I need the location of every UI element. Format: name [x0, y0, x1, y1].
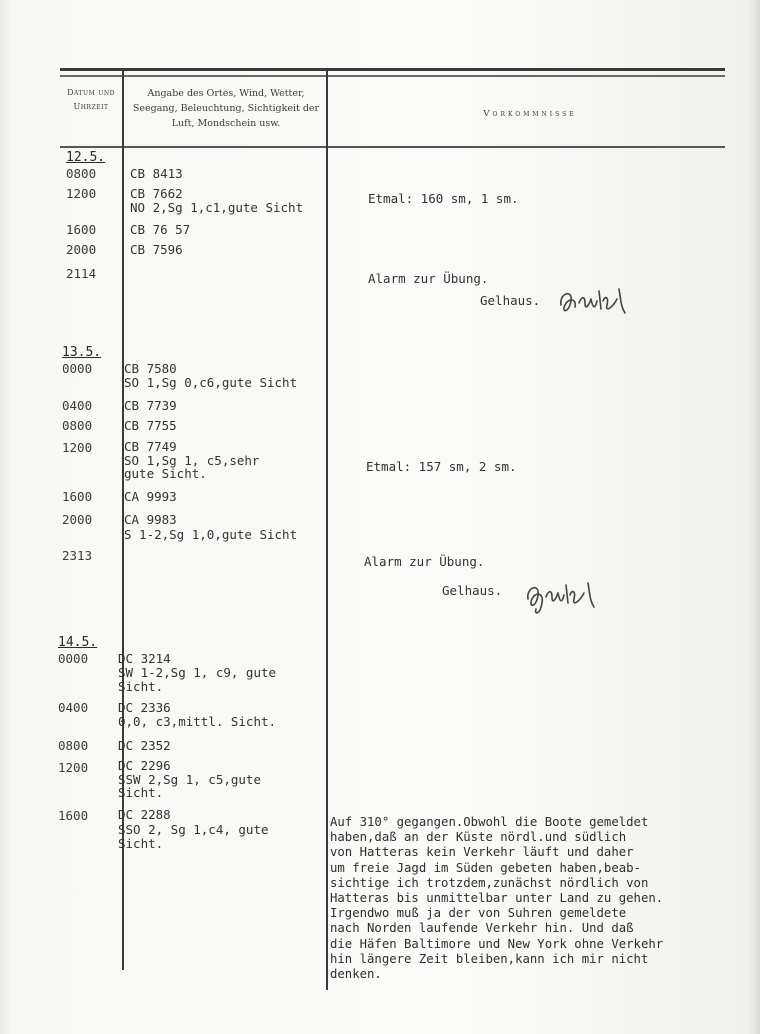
day-date-13-5: 13.5. [62, 345, 102, 360]
day-date-12-5: 12.5. [66, 150, 106, 165]
signed-name-13-5: Gelhaus. [442, 583, 503, 598]
log-position: DC 2352 [118, 738, 171, 753]
log-position: CB 7596 [130, 242, 183, 257]
log-time: 0800 [58, 738, 89, 753]
log-weather: SO 1,Sg 0,c6,gute Sicht [124, 375, 298, 390]
scan-edge [746, 0, 760, 1034]
column-divider-2 [326, 70, 328, 990]
log-time: 0800 [66, 166, 97, 181]
log-position: CB 7749 [124, 439, 177, 454]
log-weather: gute Sicht. [124, 466, 207, 481]
alarm-entry-13-5: Alarm zur Übung. [364, 554, 485, 569]
header-location-weather: Angabe des Ortes, Wind, Wetter, Seegang, Beleuchtung, Sichtigkeit der Luft, Mondschein usw. [132, 88, 320, 129]
header-rule-second [60, 75, 725, 77]
signature-icon [555, 283, 635, 323]
log-time: 0800 [62, 418, 93, 433]
log-position: DC 3214 [118, 651, 171, 666]
log-position: CB 8413 [130, 166, 183, 181]
log-position: CB 76 57 [130, 222, 191, 237]
etmal-entry-13-5: Etmal: 157 sm, 2 sm. [366, 459, 517, 474]
log-time: 1600 [66, 222, 97, 237]
log-time: 0400 [58, 700, 89, 715]
log-weather: NO 2,Sg 1,c1,gute Sicht [130, 200, 304, 215]
narrative-line: Irgendwo muß ja der von Suhren gemeldete [330, 906, 627, 921]
narrative-line: nach Norden laufende Verkehr hin. Und daß [330, 921, 634, 936]
log-position: CA 9983 [124, 512, 177, 527]
narrative-line: um freie Jagd im Süden gebeten haben,beab- [330, 860, 641, 875]
narrative-line: sichtige ich trotzdem,zunächst nördlich von [330, 875, 649, 890]
log-weather: SSW 2,Sg 1, c5,gute [118, 772, 261, 787]
log-time: 1600 [62, 489, 93, 504]
log-weather: SO 1,Sg 1, c5,sehr [124, 453, 260, 468]
log-time: 0000 [62, 361, 93, 376]
narrative-line: denken. [330, 967, 382, 982]
log-position: CB 7739 [124, 398, 177, 413]
log-time: 1200 [58, 760, 89, 775]
narrative-line: hin längere Zeit bleiben,kann ich mir nicht [330, 951, 649, 966]
log-weather: Sicht. [118, 836, 164, 851]
log-time: 1200 [66, 186, 97, 201]
log-weather: SW 1-2,Sg 1, c9, gute [118, 665, 277, 680]
header-rule-bottom [60, 146, 725, 148]
log-time: 1600 [58, 808, 89, 823]
log-weather: Sicht. [118, 679, 164, 694]
narrative-line: Hatteras bis unmittelbar unter Land zu gehen. [330, 891, 664, 906]
narrative-line: haben,daß an der Küste nördl.und südlich [330, 830, 627, 845]
header-date-time: Datum und Uhrzeit [67, 88, 115, 111]
log-weather: 0,0, c3,mittl. Sicht. [118, 714, 277, 729]
log-time: 2000 [62, 512, 93, 527]
log-position: CB 7580 [124, 361, 177, 376]
narrative-line: von Hatteras kein Verkehr läuft und daher [330, 845, 634, 860]
narrative-line: die Häfen Baltimore und New York ohne Verkehr [330, 936, 664, 951]
header-rule-top [60, 68, 725, 71]
narrative-entry-14-5 [330, 815, 730, 982]
log-position: DC 2296 [118, 758, 171, 773]
alarm-entry-12-5: Alarm zur Übung. [368, 271, 489, 286]
day-date-14-5: 14.5. [58, 635, 98, 650]
log-weather: SSO 2, Sg 1,c4, gute [118, 822, 269, 837]
log-position: DC 2288 [118, 807, 171, 822]
log-position: CB 7755 [124, 418, 177, 433]
signed-name-12-5: Gelhaus. [480, 293, 541, 308]
log-time: 2114 [66, 266, 97, 281]
log-time: 1200 [62, 440, 93, 455]
etmal-entry-12-5: Etmal: 160 sm, 1 sm. [368, 191, 519, 206]
log-position: CA 9993 [124, 489, 177, 504]
log-position: DC 2336 [118, 700, 171, 715]
log-time: 0400 [62, 398, 93, 413]
log-weather: S 1-2,Sg 1,0,gute Sicht [124, 527, 298, 542]
log-weather: Sicht. [118, 785, 164, 800]
narrative-line: Auf 310° gegangen.Obwohl die Boote gemeldet [330, 815, 649, 829]
log-time: 2000 [66, 242, 97, 257]
header-events: Vorkommnisse [483, 109, 577, 119]
signature-icon [522, 575, 606, 621]
log-time: 2313 [62, 548, 93, 563]
log-time: 0000 [58, 651, 89, 666]
log-position: CB 7662 [130, 186, 183, 201]
